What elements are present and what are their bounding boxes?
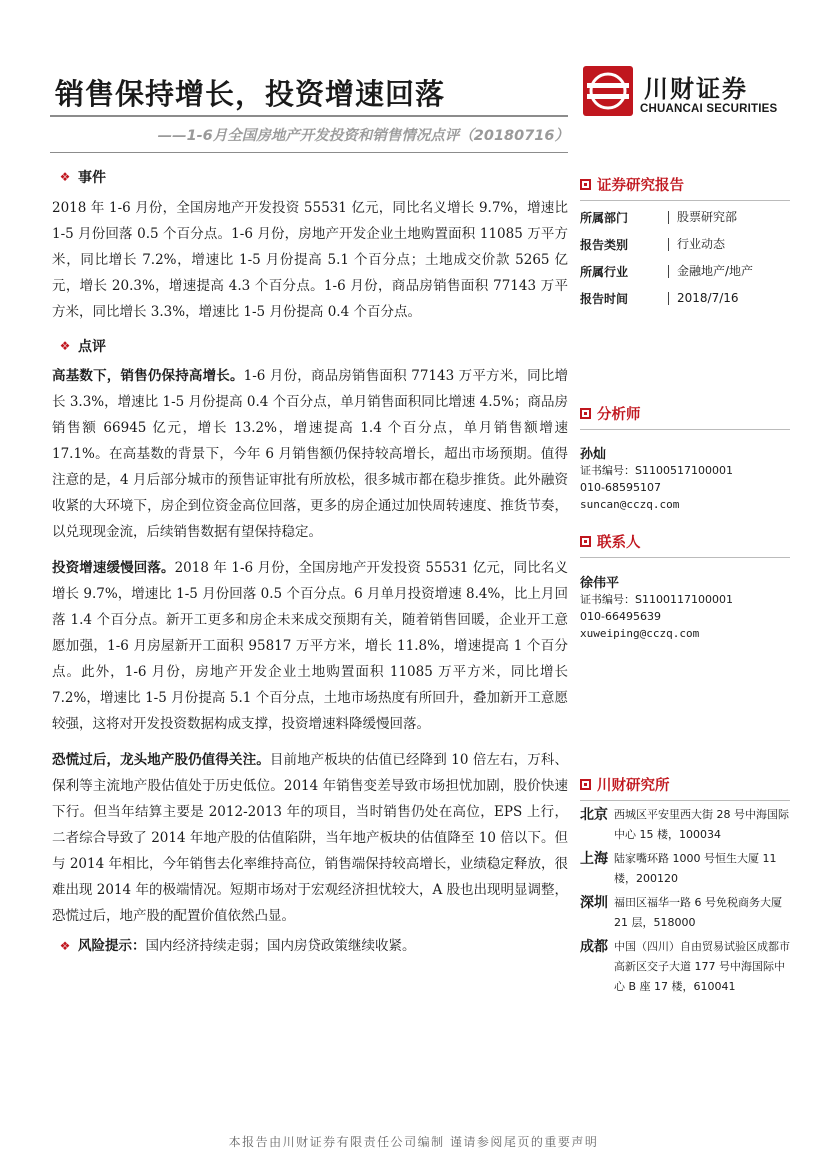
analyst-heading-label: 分析师 bbox=[597, 407, 641, 423]
analyst-panel bbox=[580, 403, 790, 513]
page-subtitle: ——1-6月全国房地产开发投资和销售情况点评（20180716） bbox=[157, 128, 569, 144]
office-city: 上海 bbox=[580, 851, 608, 867]
stocks-paragraph bbox=[52, 747, 568, 929]
comment-heading bbox=[52, 335, 568, 357]
contact-heading bbox=[580, 531, 790, 552]
office-shanghai bbox=[580, 849, 790, 889]
events-heading bbox=[52, 166, 568, 188]
logo-chinese-name: 川财证券 bbox=[644, 75, 748, 103]
info-key: 所属部门 bbox=[580, 211, 629, 225]
risk-note bbox=[52, 933, 568, 959]
events-paragraph: 2018 年 1-6 月份，全国房地产开发投资 55531 亿元，同比名义增长 9.7%，增速比 1-5 月份回落 0.5 个百分点。1-6 月份，房地产开发企业土地购置面积 11085 万平方米，同比增长 7.2%，增速比 1-5 月份提高 5.1 个百分点；土地成交价款 5265 亿元，增长 20.3%，增速提高 4.3 个百分点。1-6 月份，商品房销售面积 77143 万平方米，同比增长 3.3%，增速比 1-5 月份提高 0.4 个百分点。 bbox=[52, 200, 568, 320]
sales-lead: 高基数下，销售仍保持高增长。 bbox=[52, 368, 244, 384]
risk-text: 国内经济持续走弱；国内房贷政策继续收紧。 bbox=[145, 938, 416, 954]
events-heading-label: 事件 bbox=[78, 170, 106, 186]
info-row-department bbox=[580, 204, 790, 231]
chuancai-logo-icon bbox=[583, 66, 633, 116]
info-row-category bbox=[580, 231, 790, 258]
analyst-name: 孙灿 bbox=[580, 447, 607, 462]
office-city: 成都 bbox=[580, 939, 608, 955]
info-value: 股票研究部 bbox=[668, 211, 737, 224]
divider bbox=[580, 557, 790, 558]
investment-text: 2018 年 1-6 月份，全国房地产开发投资 55531 亿元，同比名义增长 9.7%，增速比 1-5 月份回落 0.5 个百分点。6 月单月投资增速 8.4%，比上月回落 1.4 个百分点。新开工更多和房企未来成交预期有关，随着销售回暖，企业开工意愿加强，1-6 月房屋新开工面积 95817 万平方米，增长 11.8%，增速提高 1 个百分点。此外，1-6 月份，房地产开发企业土地购置面积 11085 万平方米，同比增长 7.2%，增速比 1-5 月份提高 5.1 个百分点，土地市场热度有所回升，叠加新开工意愿较强，这将对开发投资数据构成支撑，投资增速料降缓慢回落。 bbox=[52, 560, 569, 732]
analyst-email[interactable]: suncan@cczq.com bbox=[580, 498, 680, 511]
office-city: 深圳 bbox=[580, 895, 608, 911]
logo-english-name: CHUANCAI SECURITIES bbox=[640, 103, 778, 115]
subtitle-divider bbox=[50, 152, 568, 153]
info-value: 行业动态 bbox=[668, 238, 725, 251]
info-value: 金融地产/地产 bbox=[668, 265, 753, 278]
info-row-date bbox=[580, 285, 790, 312]
info-key: 报告时间 bbox=[580, 292, 629, 306]
office-city: 北京 bbox=[580, 807, 608, 823]
report-info-heading-label: 证券研究报告 bbox=[597, 178, 684, 194]
comment-heading-label: 点评 bbox=[78, 339, 106, 355]
info-row-industry bbox=[580, 258, 790, 285]
contact-name: 徐伟平 bbox=[580, 576, 620, 591]
analyst-phone: 010-68595107 bbox=[580, 481, 661, 494]
office-address: 福田区福华一路 6 号免税商务大厦 21 层，518000 bbox=[614, 896, 782, 929]
title-divider bbox=[50, 115, 568, 117]
contact-phone: 010-66495639 bbox=[580, 610, 661, 623]
office-chengdu bbox=[580, 937, 790, 997]
page-title: 销售保持增长，投资增速回落 bbox=[55, 77, 446, 111]
risk-label: 风险提示： bbox=[78, 938, 146, 954]
institute-panel bbox=[580, 774, 790, 997]
diamond-bullet-icon: ❖ bbox=[59, 339, 71, 353]
square-bullet-icon bbox=[580, 408, 591, 419]
institute-heading bbox=[580, 774, 790, 795]
page-footer: 本报告由川财证券有限责任公司编制 谨请参阅尾页的重要声明 bbox=[228, 1135, 599, 1149]
analyst-cert: 证书编号：S1100517100001 bbox=[580, 464, 733, 477]
sales-text: 1-6 月份，商品房销售面积 77143 万平方米，同比增长 3.3%，增速比 1-5 月份提高 0.4 个百分点，单月销售面积同比增速 4.5%；商品房销售额 66945 亿元，增长 13.2%，增速提高 1.4 个百分点，单月销售额增速 17.1%。在高基数的背景下，今年 6 月销售额仍保持较高增长，超出市场预期。值得注意的是，4 月后部分城市的预售证审批有所放松，很多城市都在稳步推货。此外融资收紧的大环境下，房企到位资金高位回落，更多的房企通过加快周转速度、推货节奏，以兑现现金流，后续销售数据有望保持稳定。 bbox=[52, 368, 569, 540]
investment-lead: 投资增速缓慢回落。 bbox=[52, 560, 175, 576]
analyst-heading bbox=[580, 403, 790, 424]
contact-heading-label: 联系人 bbox=[597, 535, 641, 551]
square-bullet-icon bbox=[580, 536, 591, 547]
divider bbox=[580, 800, 790, 801]
main-column bbox=[52, 166, 568, 959]
diamond-bullet-icon: ❖ bbox=[59, 939, 71, 953]
stocks-lead: 恐慌过后，龙头地产股仍值得关注。 bbox=[52, 752, 270, 768]
contact-panel bbox=[580, 531, 790, 642]
diamond-bullet-icon: ❖ bbox=[59, 170, 71, 184]
divider bbox=[580, 429, 790, 430]
stocks-text: 目前地产板块的估值已经降到 10 倍左右，万科、保利等主流地产股估值处于历史低位。2014 年销售变差导致市场担忧加剧，股价快速下行。但当年结算主要是 2012-2013 年的项目，当时销售仍处在高位，EPS 上行，二者综合导致了 2014 年地产股的估值陷阱，当年地产板块的估值降至 10 倍以下。但与 2014 年相比，今年销售去化率维持高位，销售端保持较高增长，业绩稳定释放，很难出现 2014 年的极端情况。短期市场对于宏观经济担忧较大，A 股也出现明显调整，恐慌过后，地产股的配置价值依然凸显。 bbox=[52, 752, 569, 924]
info-key: 报告类别 bbox=[580, 238, 629, 252]
info-key: 所属行业 bbox=[580, 265, 629, 279]
investment-paragraph bbox=[52, 555, 568, 737]
square-bullet-icon bbox=[580, 179, 591, 190]
office-shenzhen bbox=[580, 893, 790, 933]
info-value: 2018/7/16 bbox=[668, 292, 739, 305]
office-address: 陆家嘴环路 1000 号恒生大厦 11 楼，200120 bbox=[614, 852, 777, 885]
office-address: 西城区平安里西大街 28 号中海国际中心 15 楼，100034 bbox=[614, 808, 789, 841]
institute-heading-label: 川财研究所 bbox=[597, 778, 670, 794]
office-beijing bbox=[580, 805, 790, 845]
report-info-heading bbox=[580, 174, 790, 195]
office-address: 中国（四川）自由贸易试验区成都市高新区交子大道 177 号中海国际中心 B 座 17 楼，610041 bbox=[614, 940, 790, 993]
report-info-panel bbox=[580, 174, 790, 312]
sales-paragraph bbox=[52, 363, 568, 545]
contact-cert: 证书编号：S1100117100001 bbox=[580, 593, 733, 606]
contact-email[interactable]: xuweiping@cczq.com bbox=[580, 627, 700, 640]
square-bullet-icon bbox=[580, 779, 591, 790]
divider bbox=[580, 200, 790, 201]
